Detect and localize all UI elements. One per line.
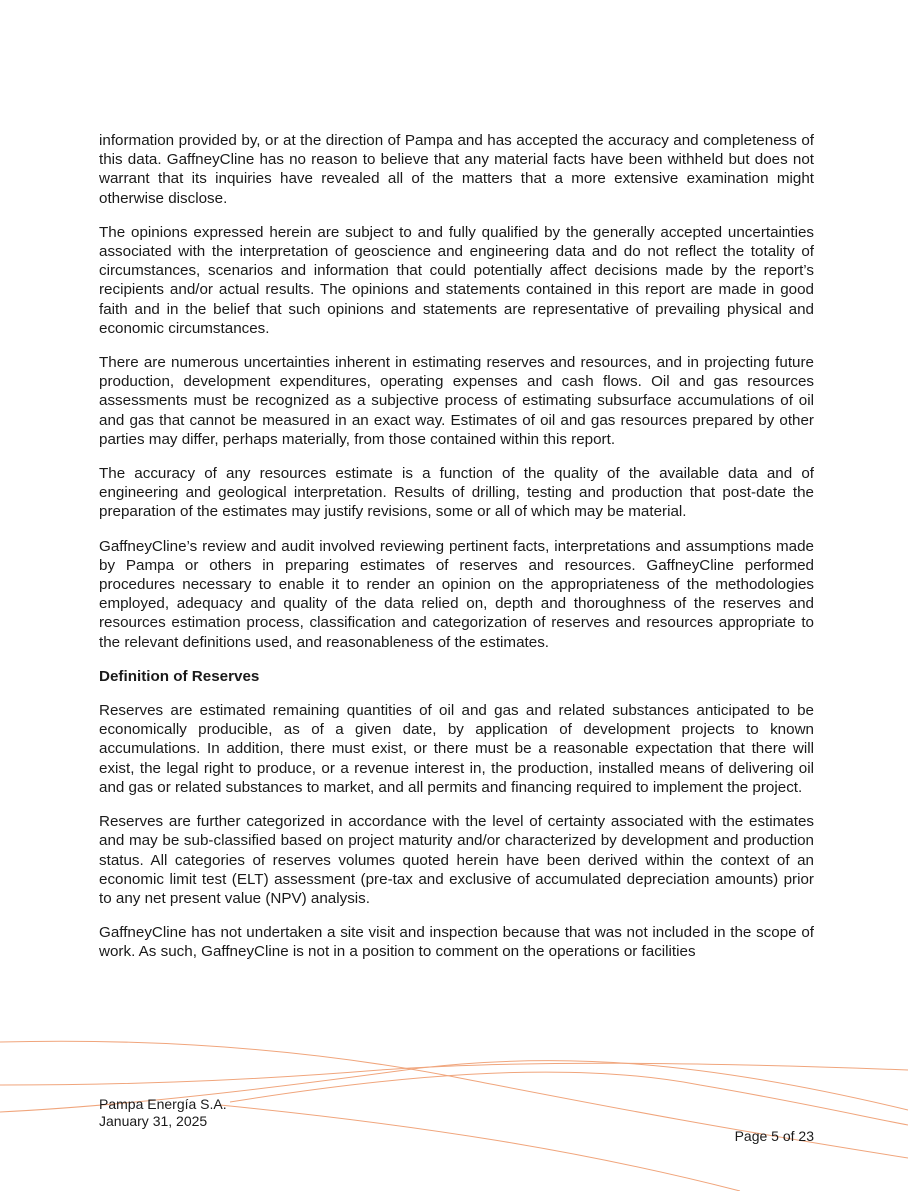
footer-company-block (99, 1096, 227, 1129)
paragraph-opinions: The opinions expressed herein are subject to and fully qualified by the generally accepted uncertainties associated with the interpretation of geoscience and engineering data and do not reflect the totality of circumstances, scenarios and information that could potentially affect decisions made by the report’s recipients and/or actual results. The opinions and statements contained in this report are made in good faith and in the belief that such opinions and statements are representative of prevailing physical and economic circumstances. (99, 223, 814, 337)
paragraph-reserves-definition: Reserves are estimated remaining quantities of oil and gas and related substances anticipated to be economically producible, as of a given date, by application of development projects to known accumulations. In addition, there must exist, or there must be a reasonable expectation that there will exist, the legal right to produce, or a revenue interest in, the production, installed means of delivering oil and gas or related substances to market, and all permits and financing required to implement the project. (99, 702, 814, 796)
section-heading: Definition of Reserves (99, 667, 260, 685)
wave-line (220, 1105, 740, 1191)
paragraph-review-audit: GaffneyCline’s review and audit involved reviewing pertinent facts, interpretations and assumptions made by Pampa or others in preparing estimates of reserves and resources. GaffneyCline performed procedures necessary to enable it to render an opinion on the appropriateness of the methodologies employed, adequacy and quality of the data relied on, depth and thoroughness of the reserves and resources estimation process, classification and categorization of reserves and resources appropriate to the relevant definitions used, and reasonableness of the estimates. (99, 537, 814, 651)
paragraph-uncertainties: There are numerous uncertainties inherent in estimating reserves and resources, and in projecting future production, development expenditures, operating expenses and cash flows. Oil and gas resources assessments must be recognized as a subjective process of estimating subsurface accumulations of oil and gas that cannot be measured in an exact way. Estimates of oil and gas resources prepared by other parties may differ, perhaps materially, from those contained within this report. (99, 354, 814, 448)
page-body (99, 131, 814, 977)
paragraph-accuracy: The accuracy of any resources estimate is a function of the quality of the available data and of engineering and geological interpretation. Results of drilling, testing and production that post-date the preparation of the estimates may justify revisions, some or all of which may be material. (99, 465, 814, 521)
paragraph-site-visit: GaffneyCline has not undertaken a site visit and inspection because that was not included in the scope of work. As such, GaffneyCline is not in a position to comment on the operations or facilities (99, 924, 814, 961)
footer-company-name: Pampa Energía S.A. (99, 1096, 227, 1112)
paragraph-data-completeness: information provided by, or at the direction of Pampa and has accepted the accuracy and completeness of this data. GaffneyCline has no reason to believe that any material facts have been withheld but does not warrant that its inquiries have revealed all of the matters that a more extensive examination might otherwise disclose. (99, 132, 814, 207)
footer-date: January 31, 2025 (99, 1112, 208, 1129)
footer-page-number: Page 5 of 23 (734, 1128, 814, 1144)
paragraph-reserves-categorization: Reserves are further categorized in accordance with the level of certainty associated with the estimates and may be sub-classified based on project maturity and/or characterized by development and production status. All categories of reserves volumes quoted herein have been derived within the context of an economic limit test (ELT) assessment (pre-tax and exclusive of accumulated depreciation amounts) prior to any net present value (NPV) analysis. (99, 813, 814, 907)
